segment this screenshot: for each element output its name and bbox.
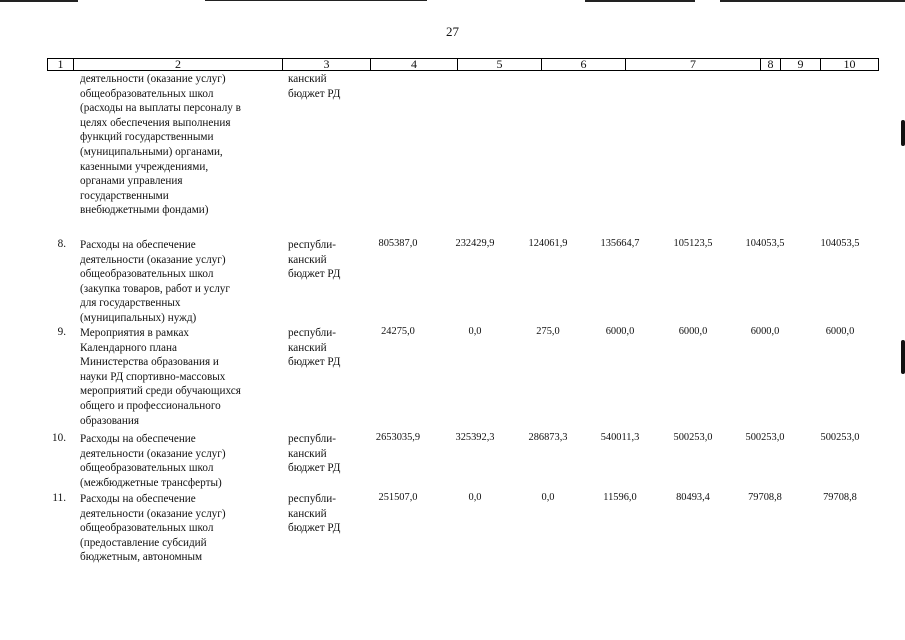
header-col-4: 4 [371, 59, 458, 71]
text-line: внебюджетными фондами) [80, 204, 209, 217]
row-description [80, 238, 230, 326]
header-col-1: 1 [48, 59, 74, 71]
text-line: канский [288, 73, 327, 85]
text-line: науки РД спортивно-массовых [80, 370, 226, 383]
value-col-10: 79708,8 [823, 492, 857, 503]
value-col-8: 105123,5 [673, 238, 713, 249]
value-col-4: 805387,0 [378, 238, 418, 249]
continuation-source [288, 72, 340, 101]
text-line: образования [80, 414, 140, 427]
text-line: общеобразовательных школ [80, 462, 214, 475]
value-col-8: 6000,0 [678, 326, 708, 337]
text-line: бюджет РД [288, 522, 341, 535]
value-col-8: 500253,0 [673, 432, 713, 443]
text-line: (закупка товаров, работ и услуг [80, 282, 230, 295]
row-source [288, 432, 340, 476]
scan-edge-line [585, 0, 695, 2]
row-description [80, 432, 226, 490]
scan-edge-mark [901, 340, 905, 374]
text-line: мероприятий среди обучающихся [80, 385, 241, 398]
value-col-4: 24275,0 [381, 326, 415, 337]
row-source [288, 492, 340, 536]
text-line: деятельности (оказание услуг) [80, 447, 226, 460]
column-number-header [47, 58, 879, 71]
value-col-5: 0,0 [468, 326, 482, 337]
text-line: канский [288, 253, 327, 266]
text-line: общеобразовательных школ [80, 87, 214, 100]
scan-edge-line [0, 0, 78, 2]
text-line: Календарного плана [80, 341, 177, 354]
text-line: бюджет РД [288, 462, 341, 475]
value-col-6: 0,0 [541, 492, 555, 503]
value-col-6: 275,0 [536, 326, 560, 337]
text-line: казенными учреждениями, [80, 160, 209, 173]
row-description [80, 492, 226, 565]
text-line: (расходы на выплаты персоналу в [80, 102, 241, 115]
text-line: Расходы на обеспечение [80, 239, 196, 251]
text-line: республи- [288, 327, 336, 339]
row-number: 11. [52, 492, 66, 504]
text-line: канский [288, 341, 327, 354]
text-line: функций государственными [80, 131, 214, 144]
row-number: 8. [57, 238, 66, 250]
value-col-7: 11596,0 [603, 492, 637, 503]
header-col-7: 7 [626, 59, 761, 71]
continuation-description [80, 72, 241, 218]
text-line: Министерства образования и [80, 356, 219, 369]
text-line: (муниципальными) органами, [80, 145, 223, 158]
text-line: бюджет РД [288, 87, 341, 100]
value-col-10: 104053,5 [820, 238, 860, 249]
text-line: (межбюджетные трансферты) [80, 476, 222, 489]
value-col-9: 6000,0 [750, 326, 780, 337]
text-line: республи- [288, 239, 336, 251]
text-line: деятельности (оказание услуг) [80, 507, 226, 520]
header-col-6: 6 [542, 59, 626, 71]
text-line: органами управления [80, 175, 183, 188]
header-col-5: 5 [458, 59, 542, 71]
text-line: Расходы на обеспечение [80, 433, 196, 445]
row-number: 9. [57, 326, 66, 338]
value-col-4: 251507,0 [378, 492, 418, 503]
row-number: 10. [52, 432, 66, 444]
value-col-10: 500253,0 [820, 432, 860, 443]
text-line: республи- [288, 433, 336, 445]
text-line: канский [288, 447, 327, 460]
text-line: государственными [80, 189, 169, 202]
value-col-7: 540011,3 [600, 432, 640, 443]
value-col-4: 2653035,9 [375, 432, 421, 443]
header-col-10: 10 [821, 59, 879, 71]
text-line: бюджет РД [288, 356, 341, 369]
value-col-6: 286873,3 [528, 432, 568, 443]
value-col-5: 325392,3 [455, 432, 495, 443]
header-col-2: 2 [74, 59, 283, 71]
text-line: (муниципальных) нужд) [80, 311, 197, 324]
scan-edge-line [720, 0, 905, 2]
text-line: бюджет РД [288, 268, 341, 281]
value-col-9: 79708,8 [748, 492, 782, 503]
value-col-5: 232429,9 [455, 238, 495, 249]
value-col-7: 135664,7 [600, 238, 640, 249]
text-line: деятельности (оказание услуг) [80, 253, 226, 266]
text-line: бюджетным, автономным [80, 551, 203, 564]
page-number: 27 [446, 24, 459, 39]
text-line: республи- [288, 493, 336, 505]
scan-edge-line [205, 0, 427, 1]
text-line: целях обеспечения выполнения [80, 116, 231, 129]
text-line: канский [288, 507, 327, 520]
text-line: (предоставление субсидий [80, 536, 207, 549]
text-line: общеобразовательных школ [80, 268, 214, 281]
value-col-9: 104053,5 [745, 238, 785, 249]
value-col-6: 124061,9 [528, 238, 568, 249]
value-col-9: 500253,0 [745, 432, 785, 443]
row-source [288, 326, 340, 370]
header-col-8: 8 [761, 59, 781, 71]
row-description [80, 326, 241, 428]
value-col-8: 80493,4 [676, 492, 710, 503]
header-col-9: 9 [781, 59, 821, 71]
text-line: для государственных [80, 297, 181, 310]
header-col-3: 3 [283, 59, 371, 71]
text-line: общего и профессионального [80, 399, 221, 412]
scan-edge-mark [901, 120, 905, 146]
text-line: Мероприятия в рамках [80, 327, 190, 339]
value-col-10: 6000,0 [825, 326, 855, 337]
value-col-7: 6000,0 [605, 326, 635, 337]
text-line: общеобразовательных школ [80, 522, 214, 535]
value-col-5: 0,0 [468, 492, 482, 503]
text-line: Расходы на обеспечение [80, 493, 196, 505]
text-line: деятельности (оказание услуг) [80, 73, 226, 85]
row-source [288, 238, 340, 282]
